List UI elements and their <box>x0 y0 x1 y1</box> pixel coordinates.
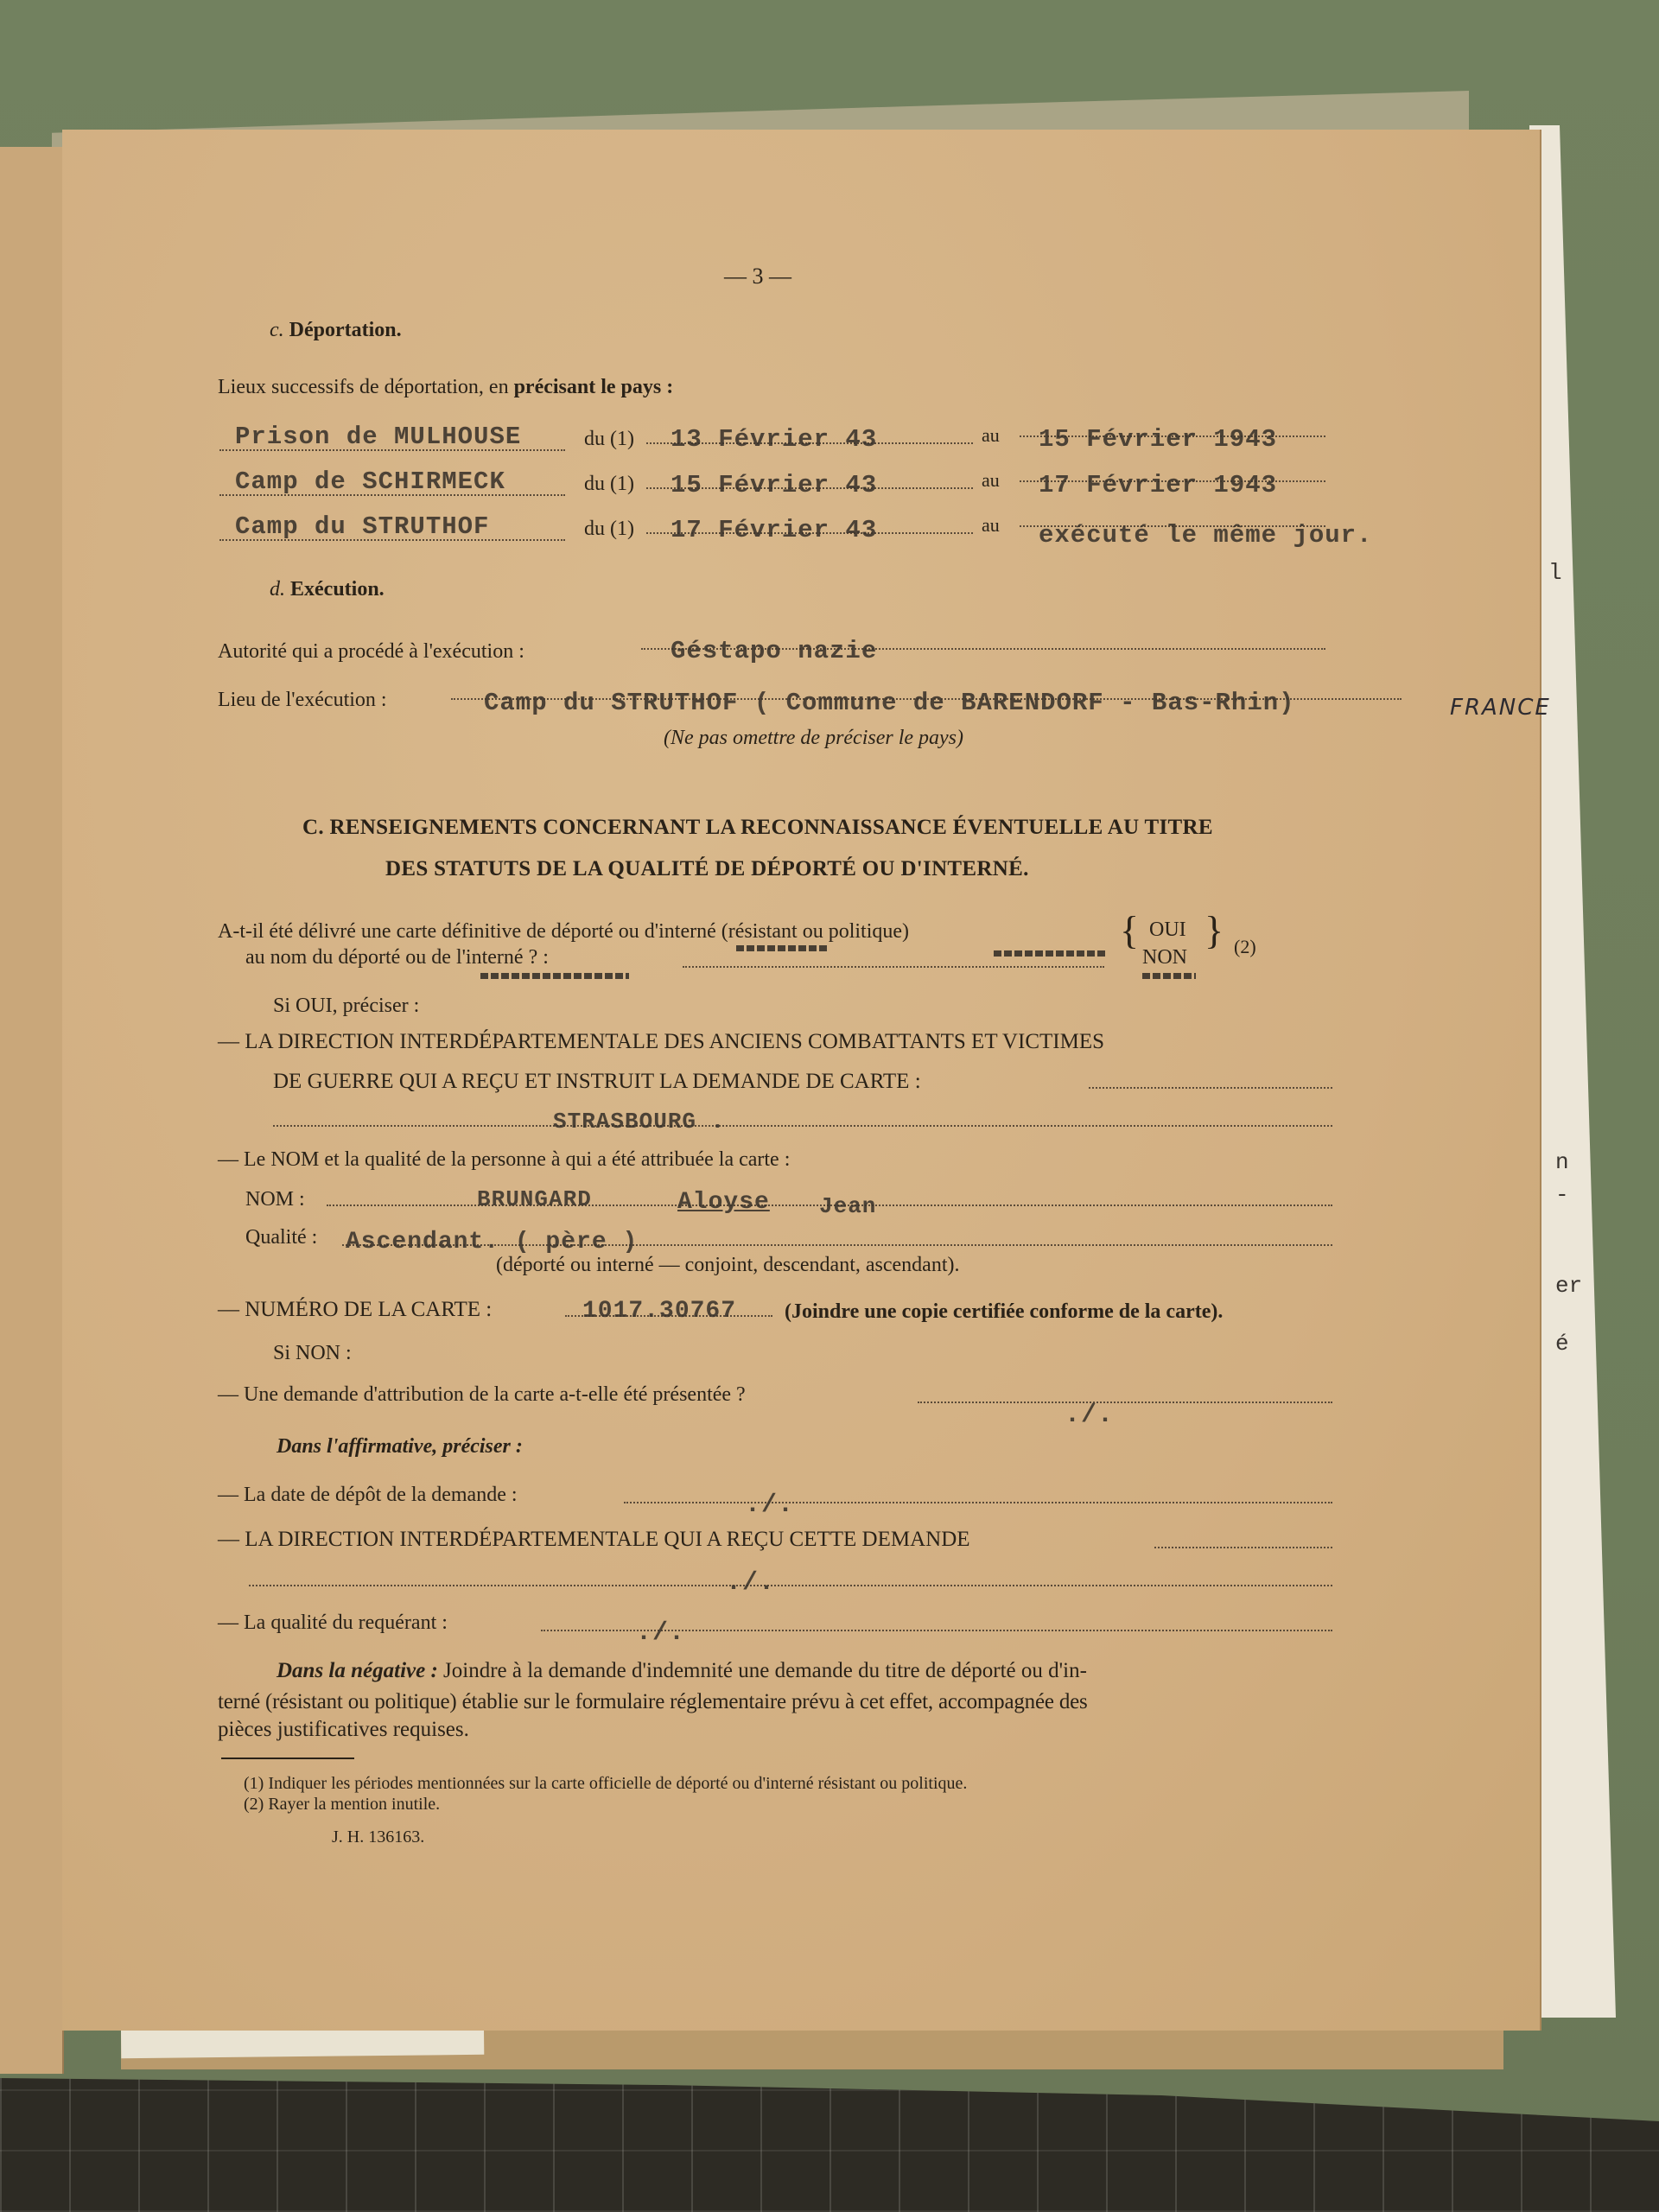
negative-text: Joindre à la demande d'indemnité une demande du titre de déporté ou d'in- <box>443 1659 1087 1682</box>
intro-bold: précisant le pays : <box>513 376 674 398</box>
heading-text: Exécution. <box>290 578 385 601</box>
intro-text: Lieux successifs de déportation, en <box>218 376 514 398</box>
authority-label: Autorité qui a procédé à l'exécution : <box>218 640 524 663</box>
option-yes[interactable]: OUI <box>1149 918 1186 941</box>
to-date-field[interactable]: exécuté le même jour. <box>1039 521 1373 550</box>
to-label: au <box>982 514 1000 536</box>
request-question: — Une demande d'attribution de la carte a-t-elle été présentée ? <box>218 1383 746 1406</box>
card-number-field[interactable]: 1017.30767 <box>582 1298 737 1325</box>
underlying-char: - <box>1555 1182 1569 1208</box>
card-question-line1: A-t-il été délivré une carte définitive de déporté ou d'interné (résistant ou politique) <box>218 920 910 943</box>
requester-label: — La qualité du requérant : <box>218 1611 448 1634</box>
from-date-field[interactable]: 17 Février 43 <box>671 516 878 544</box>
to-label: au <box>982 424 1000 446</box>
date-field[interactable]: ./. <box>745 1491 795 1520</box>
close-brace: } <box>1205 908 1224 952</box>
place-field[interactable]: Camp de SCHIRMECK <box>235 467 505 496</box>
direction-request-field[interactable]: ./. <box>726 1568 776 1598</box>
date-label: — La date de dépôt de la demande : <box>218 1484 518 1506</box>
direction-request-label: — LA DIRECTION INTERDÉPARTEMENTALE QUI A REÇU CETTE DEMANDE <box>218 1528 970 1551</box>
if-yes-label: Si OUI, préciser : <box>273 995 420 1017</box>
from-date-field[interactable]: 15 Février 43 <box>671 471 878 499</box>
quality-note: (déporté ou interné — conjoint, descendant, ascendant). <box>496 1254 960 1276</box>
requester-field[interactable]: ./. <box>636 1618 686 1648</box>
card-holder-label: — Le NOM et la qualité de la personne à qui a été attribuée la carte : <box>218 1148 791 1171</box>
from-date-field[interactable]: 13 Février 43 <box>671 425 878 454</box>
from-label: du (1) <box>584 428 634 450</box>
to-date-field[interactable]: 15 Février 1943 <box>1039 425 1278 454</box>
underlying-char: l <box>1548 560 1562 586</box>
quality-label: Qualité : <box>245 1226 318 1249</box>
underlying-char: n <box>1555 1149 1569 1175</box>
direction-line2: DE GUERRE QUI A REÇU ET INSTRUIT LA DEMANDE DE CARTE : <box>273 1070 921 1093</box>
handwritten-country: FRANCE <box>1450 695 1551 721</box>
strike-mark <box>480 973 629 979</box>
execution-place-field[interactable]: Camp du STRUTHOF ( Commune de BARENDORF - Bas-Rhin) <box>484 689 1295 717</box>
deportation-intro <box>218 375 673 399</box>
footnote-2: (2) Rayer la mention inutile. <box>244 1795 441 1814</box>
underlying-char: er <box>1555 1273 1583 1299</box>
heading-text: Déportation. <box>289 319 402 341</box>
heading-letter: d. <box>270 578 285 601</box>
direction-line1: — LA DIRECTION INTERDÉPARTEMENTALE DES ANCIENS COMBATTANTS ET VICTIMES <box>218 1030 1104 1053</box>
from-label: du (1) <box>584 518 634 540</box>
quality-field[interactable]: Ascendant. ( père ) <box>346 1229 639 1255</box>
place-field[interactable]: Camp du STRUTHOF <box>235 512 490 541</box>
footnote-1: (1) Indiquer les périodes mentionnées sur la carte officielle de déporté ou d'interné résistant ou politique. <box>244 1774 968 1793</box>
section-c-title-line2: DES STATUTS DE LA QUALITÉ DE DÉPORTÉ OU D'INTERNÉ. <box>385 857 1029 880</box>
first-name-field[interactable]: Aloyse <box>677 1189 770 1216</box>
place-note: (Ne pas omettre de préciser le pays) <box>664 727 964 749</box>
open-brace: { <box>1120 908 1140 952</box>
request-field[interactable]: ./. <box>1065 1401 1115 1430</box>
negative-paragraph-line3: pièces justificatives requises. <box>218 1718 469 1741</box>
direction-field[interactable]: STRASBOURG . <box>553 1109 726 1135</box>
footnote-rule <box>221 1758 354 1759</box>
card-number-note: (Joindre une copie certifiée conforme de la carte). <box>785 1300 1224 1323</box>
to-date-field[interactable]: 17 Février 1943 <box>1039 471 1278 499</box>
heading-letter: c. <box>270 319 284 341</box>
affirmative-label: Dans l'affirmative, préciser : <box>276 1435 523 1458</box>
form-reference: J. H. 136163. <box>332 1827 425 1847</box>
card-question-line2: au nom du déporté ou de l'interné ? : <box>245 946 549 969</box>
surname-field[interactable]: BRUNGARD <box>477 1186 592 1212</box>
name-label: NOM : <box>245 1188 305 1211</box>
deportation-heading <box>270 318 402 342</box>
execution-place-label: Lieu de l'exécution : <box>218 689 387 711</box>
second-name-field[interactable]: Jean <box>819 1193 877 1219</box>
strike-mark <box>736 945 828 951</box>
from-label: du (1) <box>584 473 634 495</box>
option-footnote: (2) <box>1234 936 1256 957</box>
section-c-title-line1: C. RENSEIGNEMENTS CONCERNANT LA RECONNAISSANCE ÉVENTUELLE AU TITRE <box>302 816 1213 839</box>
to-label: au <box>982 469 1000 491</box>
card-number-label: — NUMÉRO DE LA CARTE : <box>218 1298 493 1321</box>
strike-mark <box>994 950 1106 957</box>
negative-bold: Dans la négative : <box>276 1659 438 1682</box>
page-number: — 3 — <box>724 264 791 289</box>
authority-field[interactable]: Géstapo nazie <box>671 637 878 665</box>
underlying-char: é <box>1555 1331 1569 1357</box>
option-no[interactable]: NON <box>1142 946 1187 969</box>
negative-paragraph-line2: terné (résistant ou politique) établie sur le formulaire réglementaire prévu à cet effet, accompagnée des <box>218 1690 1088 1713</box>
execution-heading <box>270 577 385 601</box>
negative-paragraph-line1 <box>276 1659 1087 1683</box>
strike-mark <box>1142 973 1196 979</box>
place-field[interactable]: Prison de MULHOUSE <box>235 423 522 451</box>
if-no-label: Si NON : <box>273 1342 352 1364</box>
